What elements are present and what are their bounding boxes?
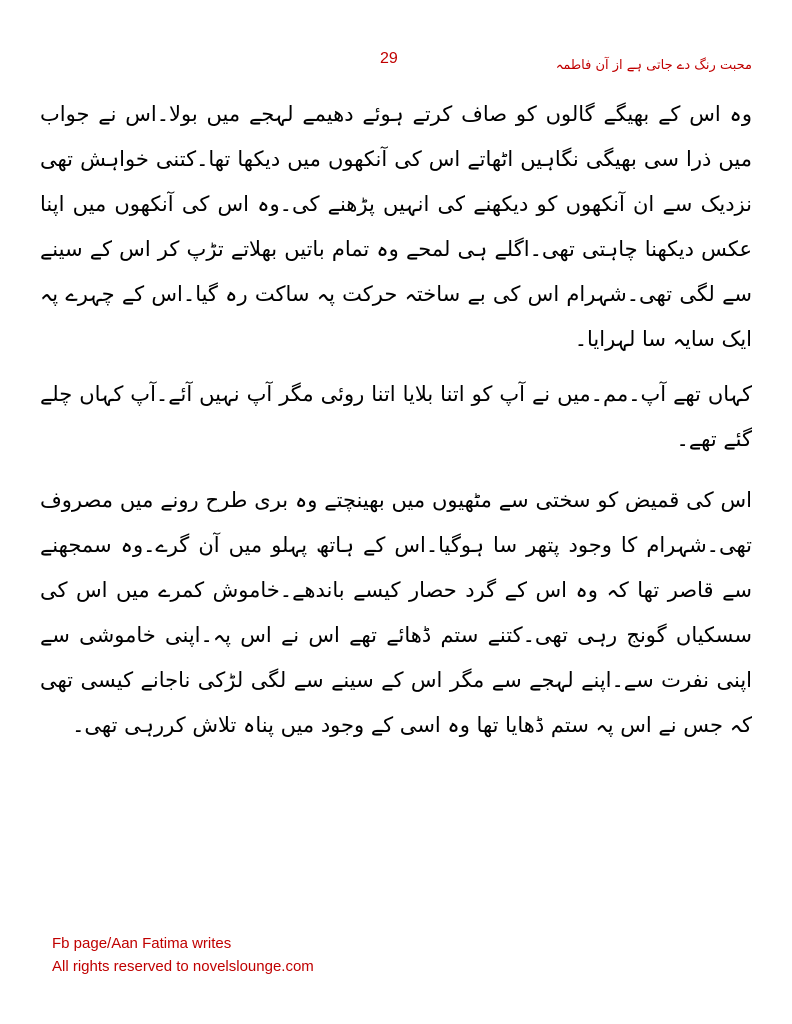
paragraph-2: کہاں تھے آپ۔مم۔میں نے آپ کو اتنا بلایا اتنا روئی مگر آپ نہیں آئے۔آپ کہاں چلے گئے تھے۔ [40,382,752,451]
paragraph-3: اس کی قمیض کو سختی سے مٹھیوں میں بھینچتے وہ بری طرح رونے میں مصروف تھی۔شہرام کا وجود پتھر سا ہوگیا۔اس کے ہاتھ پہلو میں آن گرے۔وہ سمجھنے سے قاصر تھا کہ وہ اس کے گرد حصار کیسے باندھے۔خاموش کمرے میں اس کی سسکیاں گونج رہی تھی۔کتنے ستم ڈھائے تھے اس نے اس پہ۔اپنی خاموشی سے اپنی نفرت سے۔اپنے لہجے سے مگر اس کے سینے سے لگی لڑکی ناجانے کیسی تھی کہ جس نے اس پہ ستم ڈھایا تھا وہ اسی کے وجود میں پناہ تلاش کررہی تھی۔ [40,488,752,737]
book-title: محبت رنگ دے جاتی ہے از آن فاطمہ [555,58,752,73]
story-body [40,92,752,758]
footer-copyright: All rights reserved to novelslounge.com [52,958,314,975]
paragraph-1: وہ اس کے بھیگے گالوں کو صاف کرتے ہوئے دھیمے لہجے میں بولا۔اس نے جواب میں ذرا سی بھیگی نگاہیں اٹھاتے اس کی آنکھوں میں دیکھا تھا۔کتنی خواہش تھی نزدیک سے ان آنکھوں کو دیکھنے کی انہیں پڑھنے کی۔وہ اس کی آنکھوں میں اپنا عکس دیکھنا چاہتی تھی۔اگلے ہی لمحے وہ تمام باتیں بھلاتے تڑپ کر اس کے سینے سے لگی تھی۔شہرام اس کی بے ساختہ حرکت پہ ساکت رہ گیا۔اس کے چہرے پہ ایک سایہ سا لہرایا۔ [40,102,752,351]
footer-credits [52,932,314,978]
page-number: 29 [380,50,398,67]
footer-fb-page: Fb page/Aan Fatima writes [52,935,232,952]
